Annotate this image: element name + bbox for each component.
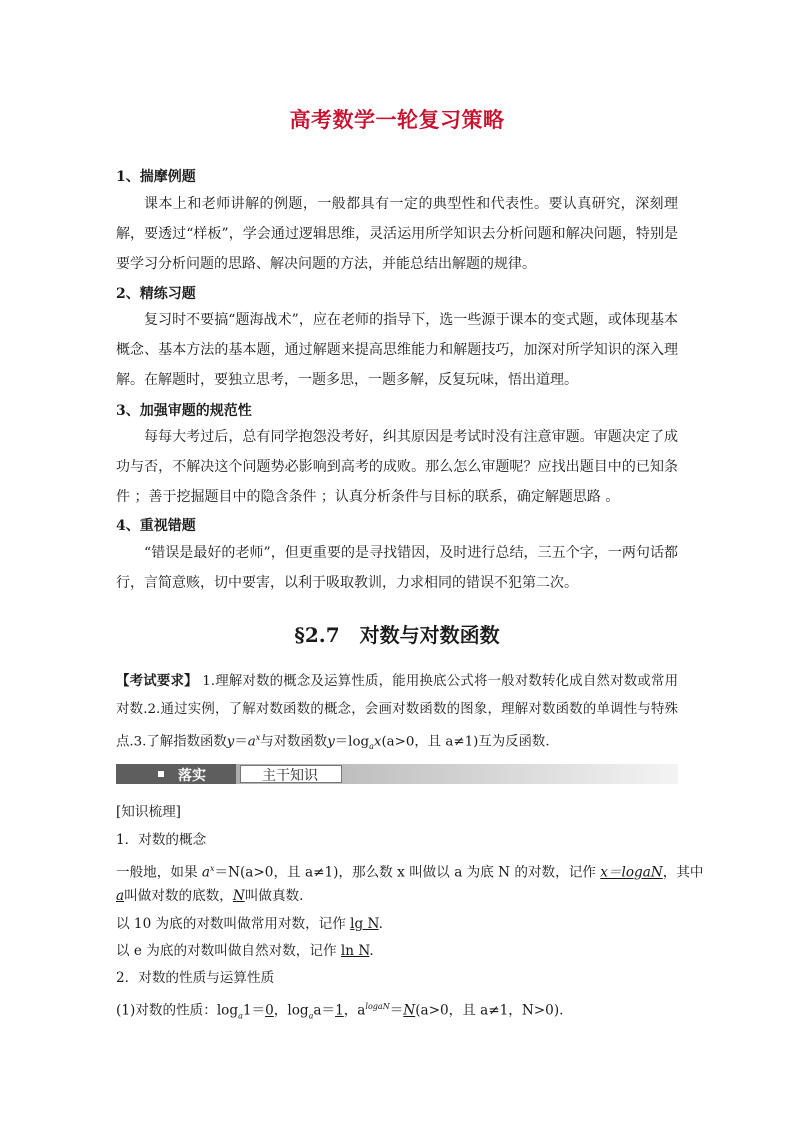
section-title: §2.7 对数与对数函数	[294, 623, 500, 647]
k-l5b: a	[238, 1011, 243, 1021]
k-l5a: (1)对数的性质：log	[116, 1002, 239, 1019]
knowledge-item-2: 2．对数的性质与运算性质	[116, 970, 275, 986]
k-l1b: a	[201, 864, 210, 881]
req-a2: a	[369, 742, 374, 752]
knowledge-banner	[116, 764, 678, 784]
knowledge-line-4	[116, 941, 696, 961]
knowledge-line-5	[116, 997, 696, 1026]
k-l3c: .	[378, 916, 383, 932]
requirements-text-a: 1.理解对数的概念及运算性质，能用换底公式将一般对数转化成自然对数或常用对数.2.通过实例，了解对数函数的概念，会画对数函数的图象，理解对数函数的单调性与特殊点.3.了解指数函数	[116, 674, 678, 750]
k-l3b: lg N	[350, 916, 379, 932]
k-l1a: 一般地，如果	[116, 864, 202, 881]
section-heading-4: 4、重视错题	[116, 518, 196, 534]
k-l4c: .	[369, 943, 374, 959]
exam-requirements	[116, 667, 678, 761]
req-x1: x	[255, 733, 261, 742]
banner-label-right: 主干知识	[262, 768, 318, 784]
section-body-3: 每每大考过后，总有同学抱怨没考好，纠其原因是考试时没有注意审题。审题决定了成功与否，不解决这个问题势必影响到高考的成败。那么怎么审题呢？应找出题目中的已知条件 ；善于挖掘题目中的隐含条件 ；认真分析条件与目标的联系，确定解题思路 。	[116, 429, 678, 505]
k-l1f: ，其中	[662, 864, 704, 881]
section-body-4: “错误是最好的老师”，但更重要的是寻找错因，及时进行总结，三五个字，一两句话都行，言简意赅，切中要害，以利于吸取教训，力求相同的错误不犯第二次。	[116, 545, 678, 591]
k-l4a: 以 e 为底的对数叫做自然对数，记作	[116, 943, 341, 959]
k-l1e: x＝logaN	[600, 864, 663, 881]
section-heading-2: 2、精练习题	[116, 286, 196, 302]
requirements-text-b: 与对数函数	[260, 734, 328, 750]
k-l1c: x	[210, 864, 215, 873]
req-cond: (a>0，且 a≠1)互为反函数.	[381, 734, 550, 750]
k-l5l: N	[403, 1002, 416, 1019]
k-l5e: ，log	[273, 1002, 309, 1019]
requirements-label: 【考试要求】	[116, 673, 198, 689]
section-heading-3: 3、加强审题的规范性	[116, 403, 252, 419]
section-body-1: 课本上和老师讲解的例题，一般都具有一定的典型性和代表性。要认真研究，深刻理解，要透过“样板”，学会通过逻辑思维，灵活运用所学知识去分析问题和解决问题，特别是要学习分析问题的思路、解决问题的方法，并能总结出解题的规律。	[116, 196, 678, 272]
k-l5i: ，a	[343, 1002, 366, 1019]
req-a1: a	[247, 734, 256, 750]
section-body-2: 复习时不要搞“题海战术”，应在老师的指导下，选一些源于课本的变式题，或体现基本概念、基本方法的基本题，通过解题来提高思维能力和解题技巧，加深对所学知识的深入理解。在解题时，要独立思考，一题多思，一题多解，反复玩味，悟出道理。	[116, 312, 678, 388]
page-title: 高考数学一轮复习策略	[289, 108, 505, 132]
k-l2a: a	[116, 888, 125, 904]
k-l5c: 1＝	[242, 1002, 266, 1019]
knowledge-line-2	[116, 886, 696, 906]
k-l1d: ＝N(a>0，且 a≠1)，那么数 x 叫做以 a 为底 N 的对数，记作	[214, 864, 601, 881]
k-l5d: 0	[265, 1002, 274, 1019]
k-l4b: ln N	[340, 943, 370, 959]
k-l3a: 以 10 为底的对数叫做常用对数，记作	[116, 916, 351, 932]
req-eq1: ＝	[234, 734, 248, 750]
k-l5h: 1	[335, 1002, 344, 1019]
knowledge-line-1	[116, 859, 704, 883]
req-eq2: ＝log	[334, 734, 370, 750]
k-l5m: (a>0，且 a≠1，N>0).	[415, 1002, 564, 1019]
req-y1: y	[226, 734, 235, 750]
k-l5k: ＝	[389, 1002, 404, 1019]
req-y2: y	[327, 734, 335, 750]
k-l2b: 叫做对数的底数，	[124, 888, 233, 904]
k-l2c: N	[232, 888, 245, 904]
knowledge-item-1: 1．对数的概念	[116, 832, 207, 848]
knowledge-label: [知识梳理]	[116, 804, 181, 820]
k-l5g: a＝	[313, 1002, 336, 1019]
section-heading-1: 1、揣摩例题	[116, 169, 196, 185]
banner-dark-block	[116, 764, 236, 784]
req-x2: x	[373, 734, 382, 750]
square-bullet-icon	[158, 771, 164, 777]
banner-label-left: 落实	[178, 768, 206, 784]
k-l5j: logaN	[365, 1002, 390, 1011]
knowledge-line-3	[116, 914, 696, 934]
k-l5f: a	[308, 1011, 314, 1021]
k-l2d: 叫做真数.	[244, 888, 304, 904]
